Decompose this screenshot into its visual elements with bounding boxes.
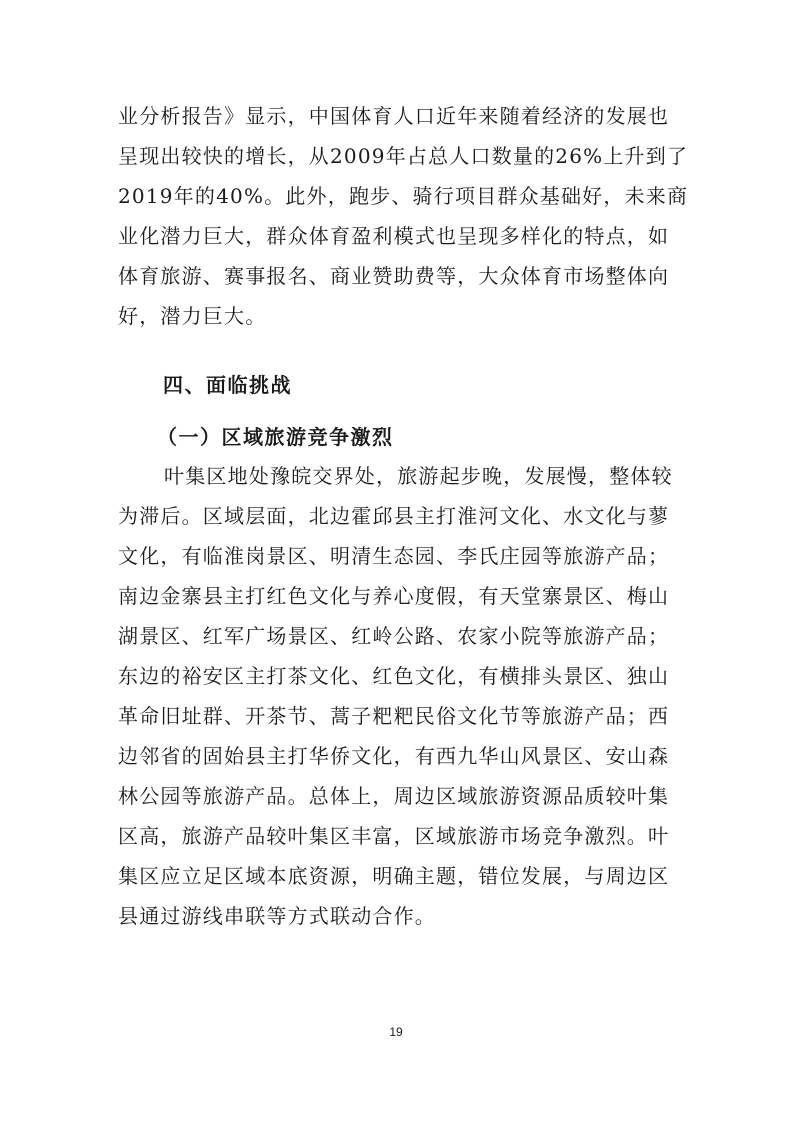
paragraph-line: 呈现出较快的增长，从2009年占总人口数量的26%上升到了 xyxy=(118,144,689,168)
paragraph-line: 集区应立足区域本底资源，明确主题，错位发展，与周边区 xyxy=(118,864,670,888)
paragraph-line: 业分析报告》显示，中国体育人口近年来随着经济的发展也 xyxy=(118,104,670,128)
paragraph-line: 林公园等旅游产品。总体上，周边区域旅游资源品质较叶集 xyxy=(118,784,670,808)
paragraph-line: 南边金寨县主打红色文化与养心度假，有天堂寨景区、梅山 xyxy=(118,584,670,608)
paragraph-line: 文化，有临淮岗景区、明清生态园、李氏庄园等旅游产品； xyxy=(118,544,670,568)
paragraph-line: 区高，旅游产品较叶集区丰富，区域旅游市场竞争激烈。叶 xyxy=(118,824,670,848)
paragraph-line: 革命旧址群、开茶节、蒿子粑粑民俗文化节等旅游产品；西 xyxy=(118,704,670,728)
paragraph-regional-competition xyxy=(118,456,678,936)
paragraph-line: 体育旅游、赛事报名、商业赞助费等，大众体育市场整体向 xyxy=(118,264,670,288)
paragraph-line: 2019年的40%。此外，跑步、骑行项目群众基础好，未来商 xyxy=(118,184,689,208)
paragraph-line: 叶集区地处豫皖交界处，旅游起步晚，发展慢，整体较 xyxy=(164,464,673,488)
page-number: 19 xyxy=(389,1025,403,1039)
paragraph-line: 湖景区、红军广场景区、红岭公路、农家小院等旅游产品； xyxy=(118,624,670,648)
paragraph-sports-population xyxy=(118,96,689,336)
paragraph-line: 县通过游线串联等方式联动合作。 xyxy=(118,904,436,928)
paragraph-line: 为滞后。区域层面，北边霍邱县主打淮河文化、水文化与蓼 xyxy=(118,504,670,528)
paragraph-line: 边邻省的固始县主打华侨文化，有西九华山风景区、安山森 xyxy=(118,744,670,768)
section-heading: 四、面临挑战 xyxy=(163,373,292,397)
paragraph-line: 东边的裕安区主打茶文化、红色文化，有横排头景区、独山 xyxy=(118,664,670,688)
subsection-heading: （一）区域旅游竞争激烈 xyxy=(157,425,394,449)
paragraph-line: 好，潜力巨大。 xyxy=(118,304,267,328)
paragraph-line: 业化潜力巨大，群众体育盈利模式也呈现多样化的特点，如 xyxy=(118,224,670,248)
